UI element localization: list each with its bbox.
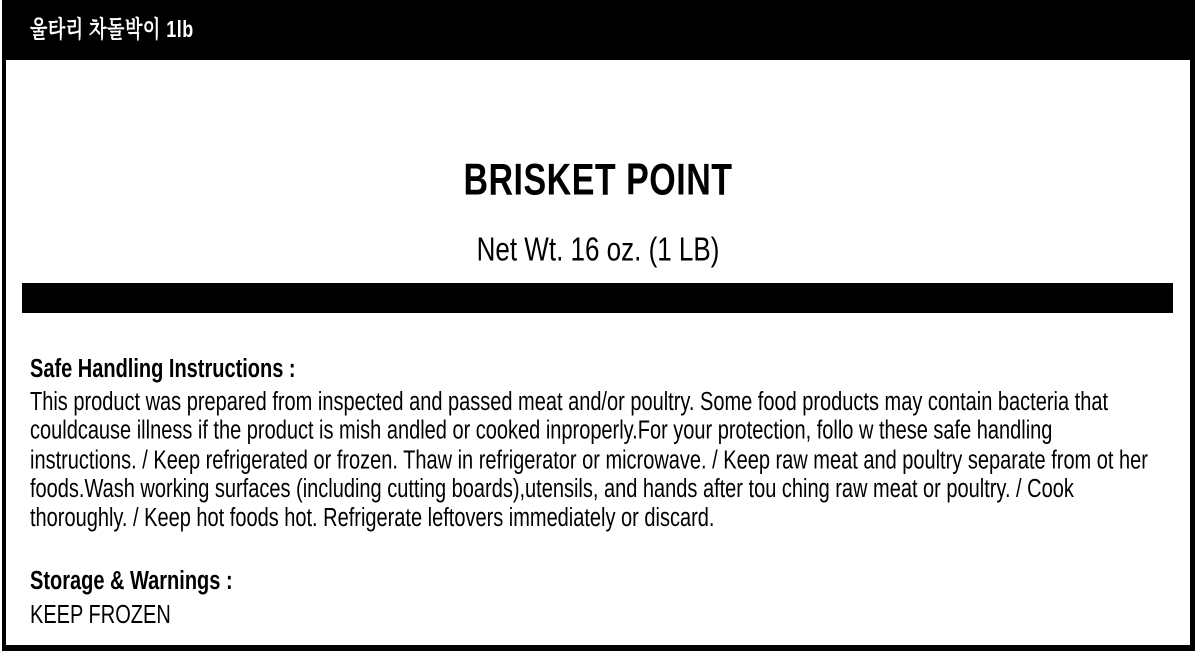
net-weight-text: Net Wt. 16 oz. (1 LB) xyxy=(476,229,720,269)
safe-handling-heading: Safe Handling Instructions : xyxy=(30,354,296,384)
storage-warnings-heading: Storage & Warnings : xyxy=(30,566,233,596)
safe-handling-text: This product was prepared from inspected and passed meat and/or poultry. Some food products may contain bacteria that couldcause illness if the product is mish andled or cooked inproperly.For your protection, follo w these safe handling instructions. / Keep refrigerated or frozen. Thaw in refrigerator or microwave. / Keep raw meat and poultry separate from ot her foods.Wash working surfaces (including cutting boards),utensils, and hands after tou ching raw meat or poultry. / Cook thoroughly. / Keep hot foods hot. Refrigerate leftovers immediately or discard. xyxy=(30,388,1148,533)
storage-warnings-text: KEEP FROZEN xyxy=(30,600,171,630)
label-body xyxy=(2,58,1195,651)
product-name-korean: 울타리 차돌박이 1lb xyxy=(30,15,194,42)
label-header-bar xyxy=(2,0,1195,58)
product-label xyxy=(2,0,1195,651)
divider-bar xyxy=(22,283,1173,313)
product-title: BRISKET POINT xyxy=(463,155,733,205)
